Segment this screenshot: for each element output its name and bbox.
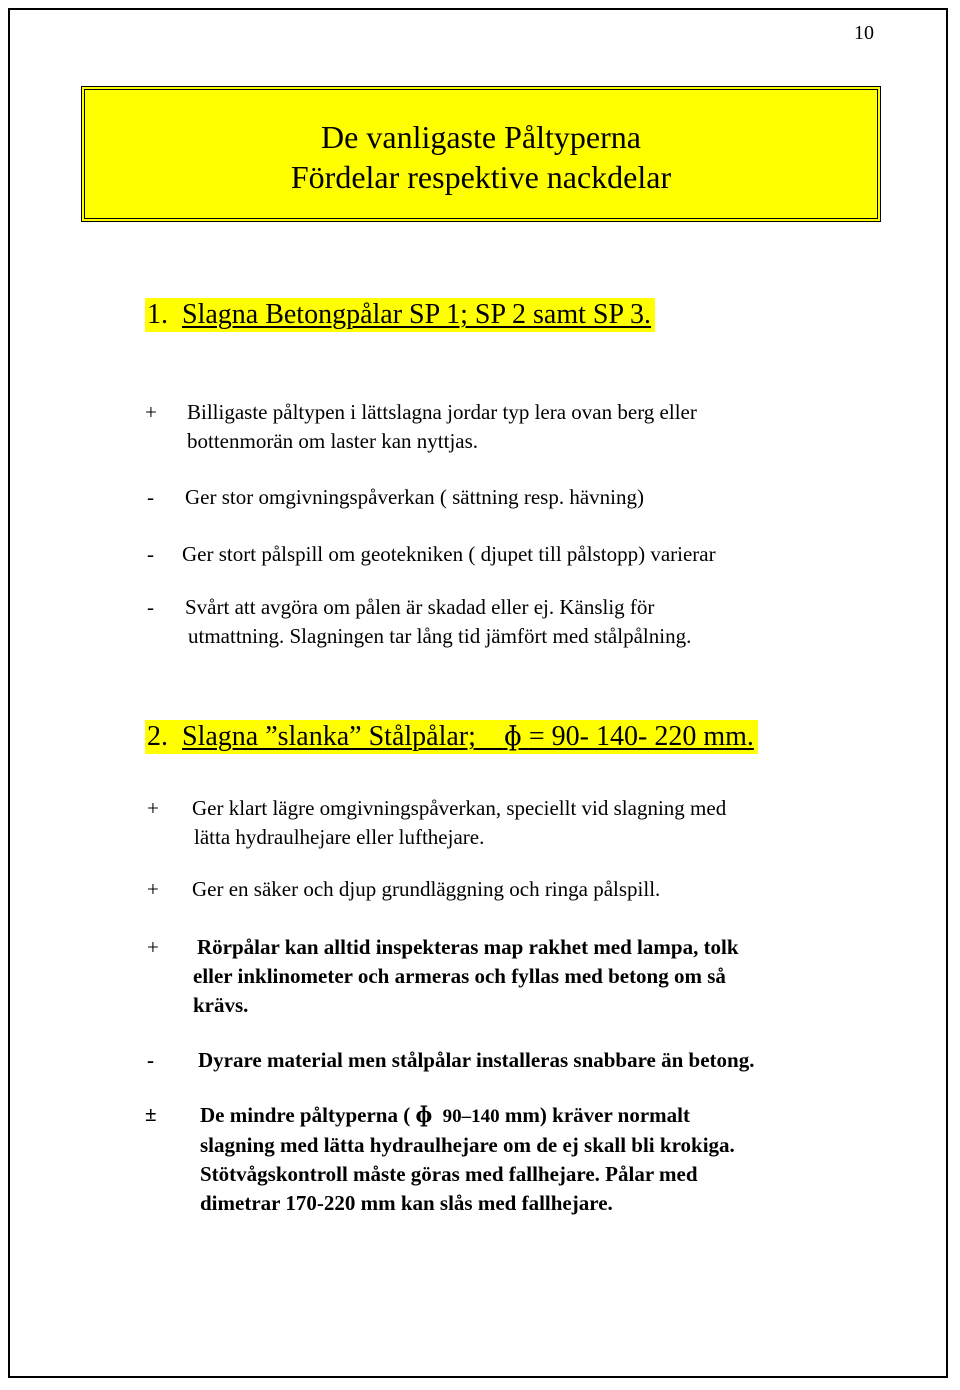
list-item-line: Dyrare material men stålpålar installeras snabbare än betong.: [198, 1048, 755, 1072]
plus-marker: +: [147, 877, 159, 901]
section-1-number: 1.: [147, 299, 168, 330]
list-item-line: bottenmorän om laster kan nyttjas.: [187, 429, 479, 453]
list-item-line: Rörpålar kan alltid inspekteras map rakhet med lampa, tolk: [197, 935, 739, 959]
section-2-number: 2.: [147, 721, 168, 752]
minus-marker: -: [147, 595, 154, 619]
list-item: [147, 540, 716, 569]
title-box: [81, 86, 881, 222]
list-item: [147, 1046, 754, 1075]
title-line-1: De vanligaste Påltyperna: [321, 119, 641, 155]
list-item-line: Ger en säker och djup grundläggning och ringa pålspill.: [192, 877, 661, 901]
plus-marker: +: [145, 400, 157, 424]
list-item: [147, 933, 739, 1020]
list-item: [147, 794, 726, 852]
diameter-icon: ɸ: [415, 1102, 433, 1127]
list-item-line: lätta hydraulhejare eller lufthejare.: [194, 825, 485, 849]
section-1-title: Slagna Betongpålar SP 1; SP 2 samt SP 3.: [182, 299, 652, 330]
list-item-line: utmattning. Slagningen tar lång tid jämfört med stålpålning.: [188, 624, 692, 648]
diameter-icon: ɸ: [503, 722, 522, 752]
list-item-line: slagning med lätta hydraulhejare om de ej skall bli krokiga.: [200, 1133, 735, 1157]
section-2-title: Slagna ”slanka” Stålpålar;: [182, 721, 476, 752]
list-item: [147, 483, 644, 512]
list-item: [147, 875, 660, 904]
minus-marker: -: [147, 1048, 154, 1072]
list-item: [145, 1100, 735, 1218]
list-item: [147, 593, 691, 651]
list-item-line: Ger stort pålspill om geotekniken ( djupet till pålstopp) varierar: [182, 542, 716, 566]
section-1-heading: [145, 298, 655, 332]
title-line-2: Fördelar respektive nackdelar: [290, 159, 672, 195]
page-number: 10: [854, 22, 874, 44]
list-item-line: De mindre påltyperna ( ɸ 90–140 mm) kräver normalt: [200, 1102, 690, 1127]
list-item-line: Ger stor omgivningspåverkan ( sättning resp. hävning): [185, 485, 644, 509]
minus-marker: -: [147, 542, 154, 566]
list-item-line: dimetrar 170-220 mm kan slås med fallhejare.: [200, 1191, 613, 1215]
list-item-line: eller inklinometer och armeras och fyllas med betong om så: [193, 964, 726, 988]
list-item: [145, 398, 697, 456]
list-item-line: Svårt att avgöra om pålen är skadad eller ej. Känslig för: [185, 595, 655, 619]
list-item-line: Stötvågskontroll måste göras med fallhejare. Pålar med: [200, 1162, 698, 1186]
minus-marker: -: [147, 485, 154, 509]
list-item-line: Ger klart lägre omgivningspåverkan, speciellt vid slagning med: [192, 796, 727, 820]
section-2-diameters: = 90- 140- 220 mm.: [528, 721, 754, 752]
plus-marker: +: [147, 935, 159, 959]
list-item-line: krävs.: [193, 993, 249, 1017]
plus-minus-marker: ±: [145, 1102, 157, 1126]
section-2-heading: [145, 720, 758, 754]
plus-marker: +: [147, 796, 159, 820]
list-item-line: Billigaste påltypen i lättslagna jordar typ lera ovan berg eller: [187, 400, 697, 424]
